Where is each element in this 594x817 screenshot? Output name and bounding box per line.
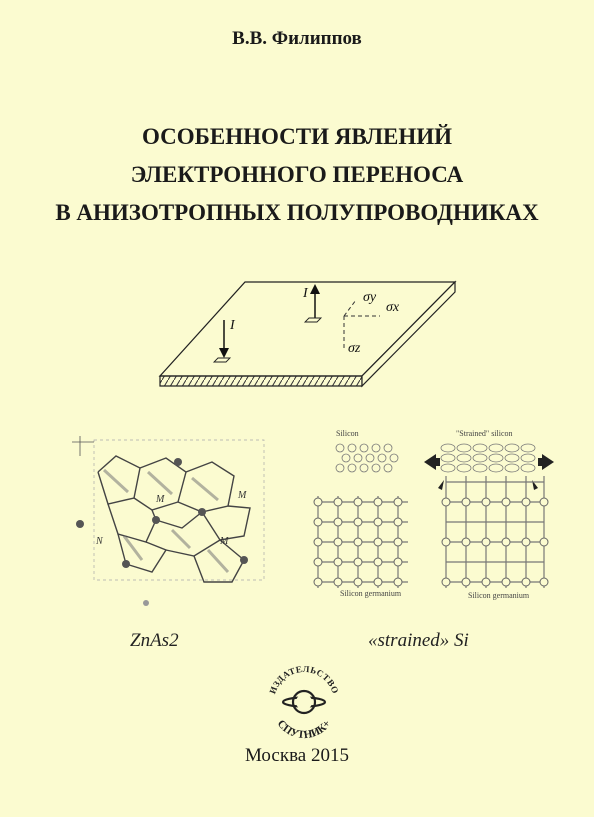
publisher-top-text: ИЗДАТЕЛЬСТВО [267,663,341,696]
sigma-z-label: σz [348,341,361,356]
sigma-y-label: σy [363,290,377,305]
znas2-structure-illustration [68,432,278,612]
publisher-bottom-text: СПУТНИК+ [274,717,334,742]
anisotropic-slab-illustration [150,270,460,395]
svg-text:M: M [220,536,229,547]
strained-silicon-label: "Strained" silicon [456,429,513,438]
svg-text:СПУТНИК+ [275,718,333,741]
silicon-germanium-label-left: Silicon germanium [340,589,402,598]
title-line-2: ЭЛЕКТРОННОГО ПЕРЕНОСА [130,162,464,187]
book-title [0,118,594,232]
caption-znas2: ZnAs2 [130,630,179,651]
caption-strained-si: «strained» Si [368,630,469,651]
silicon-germanium-label-right: Silicon germanium [468,591,530,600]
strained-silicon-illustration [298,426,568,614]
title-line-1: ОСОБЕННОСТИ ЯВЛЕНИЙ [142,124,452,149]
publisher-logo [262,660,346,744]
silicon-top-label: Silicon [336,429,359,438]
author-name: В.В. Филиппов [232,28,362,49]
svg-text:N: N [96,536,103,547]
current-label-left: I [230,318,235,333]
city-year: Москва 2015 [245,745,349,766]
sigma-x-label: σx [386,300,400,315]
svg-text:M: M [238,490,247,501]
svg-text:M: M [156,494,165,505]
title-line-3: В АНИЗОТРОПНЫХ ПОЛУПРОВОДНИКАХ [55,200,539,225]
current-label-right: I [303,286,308,301]
